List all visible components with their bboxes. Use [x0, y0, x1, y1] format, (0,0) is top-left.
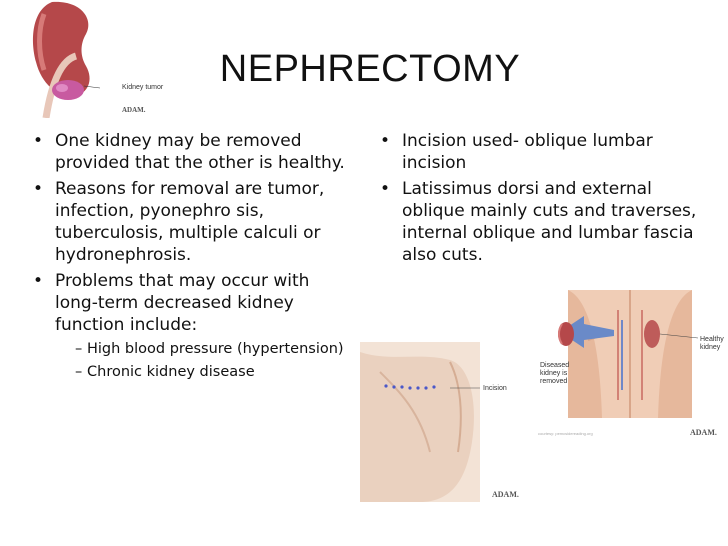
slide-title: NEPHRECTOMY: [219, 48, 521, 90]
back-illustration: [530, 290, 728, 430]
left-bullet-list: [33, 130, 355, 386]
right-bullet-list: [380, 130, 700, 270]
bullet-text: Latissimus dorsi and external oblique mainly cuts and traverses, internal oblique and lumbar fascia also cuts.: [402, 179, 697, 265]
kidney-tumor-label: Kidney tumor: [122, 84, 164, 91]
bullet-text: Incision used- oblique lumbar incision: [402, 131, 653, 173]
dash-icon: –: [75, 341, 83, 357]
bullet-text: Reasons for removal are tumor, infection, pyonephro sis, tuberculosis, multiple calculi or hydronephrosis.: [55, 179, 325, 265]
incision-figure: [360, 342, 535, 502]
kidney-tumor-illustration: [22, 0, 122, 118]
diseased-kidney-label: Diseased kidney is removed: [540, 362, 570, 385]
bullet-icon: •: [33, 179, 44, 199]
sub-bullet-item: [33, 363, 355, 382]
bullet-icon: •: [380, 179, 391, 199]
sub-bullet-item: [33, 340, 355, 359]
bullet-icon: •: [380, 131, 391, 151]
adam-credit: ADAM.: [122, 106, 146, 114]
incision-label: Incision: [483, 385, 507, 392]
bullet-item: [380, 178, 700, 266]
bullet-item: [33, 270, 355, 336]
healthy-kidney-label: Healthy kidney: [700, 336, 724, 351]
kidney-removal-figure: [530, 290, 728, 450]
adam-credit: ADAM.: [690, 428, 717, 437]
sub-bullet-text: High blood pressure (hypertension): [87, 341, 344, 357]
bullet-item: [33, 178, 355, 266]
adam-credit: ADAM.: [492, 490, 519, 499]
source-note: courtesy: pemcsidereading.org: [538, 431, 593, 436]
bullet-text: Problems that may occur with long-term decreased kidney function include:: [55, 271, 310, 335]
flank-illustration: [360, 342, 480, 502]
bullet-item: [33, 130, 355, 174]
dash-icon: –: [75, 364, 83, 380]
bullet-icon: •: [33, 131, 44, 151]
bullet-text: One kidney may be removed provided that the other is healthy.: [55, 131, 345, 173]
sub-bullet-text: Chronic kidney disease: [87, 364, 255, 380]
bullet-item: [380, 130, 700, 174]
bullet-icon: •: [33, 271, 44, 291]
kidney-tumor-figure: [22, 0, 172, 118]
